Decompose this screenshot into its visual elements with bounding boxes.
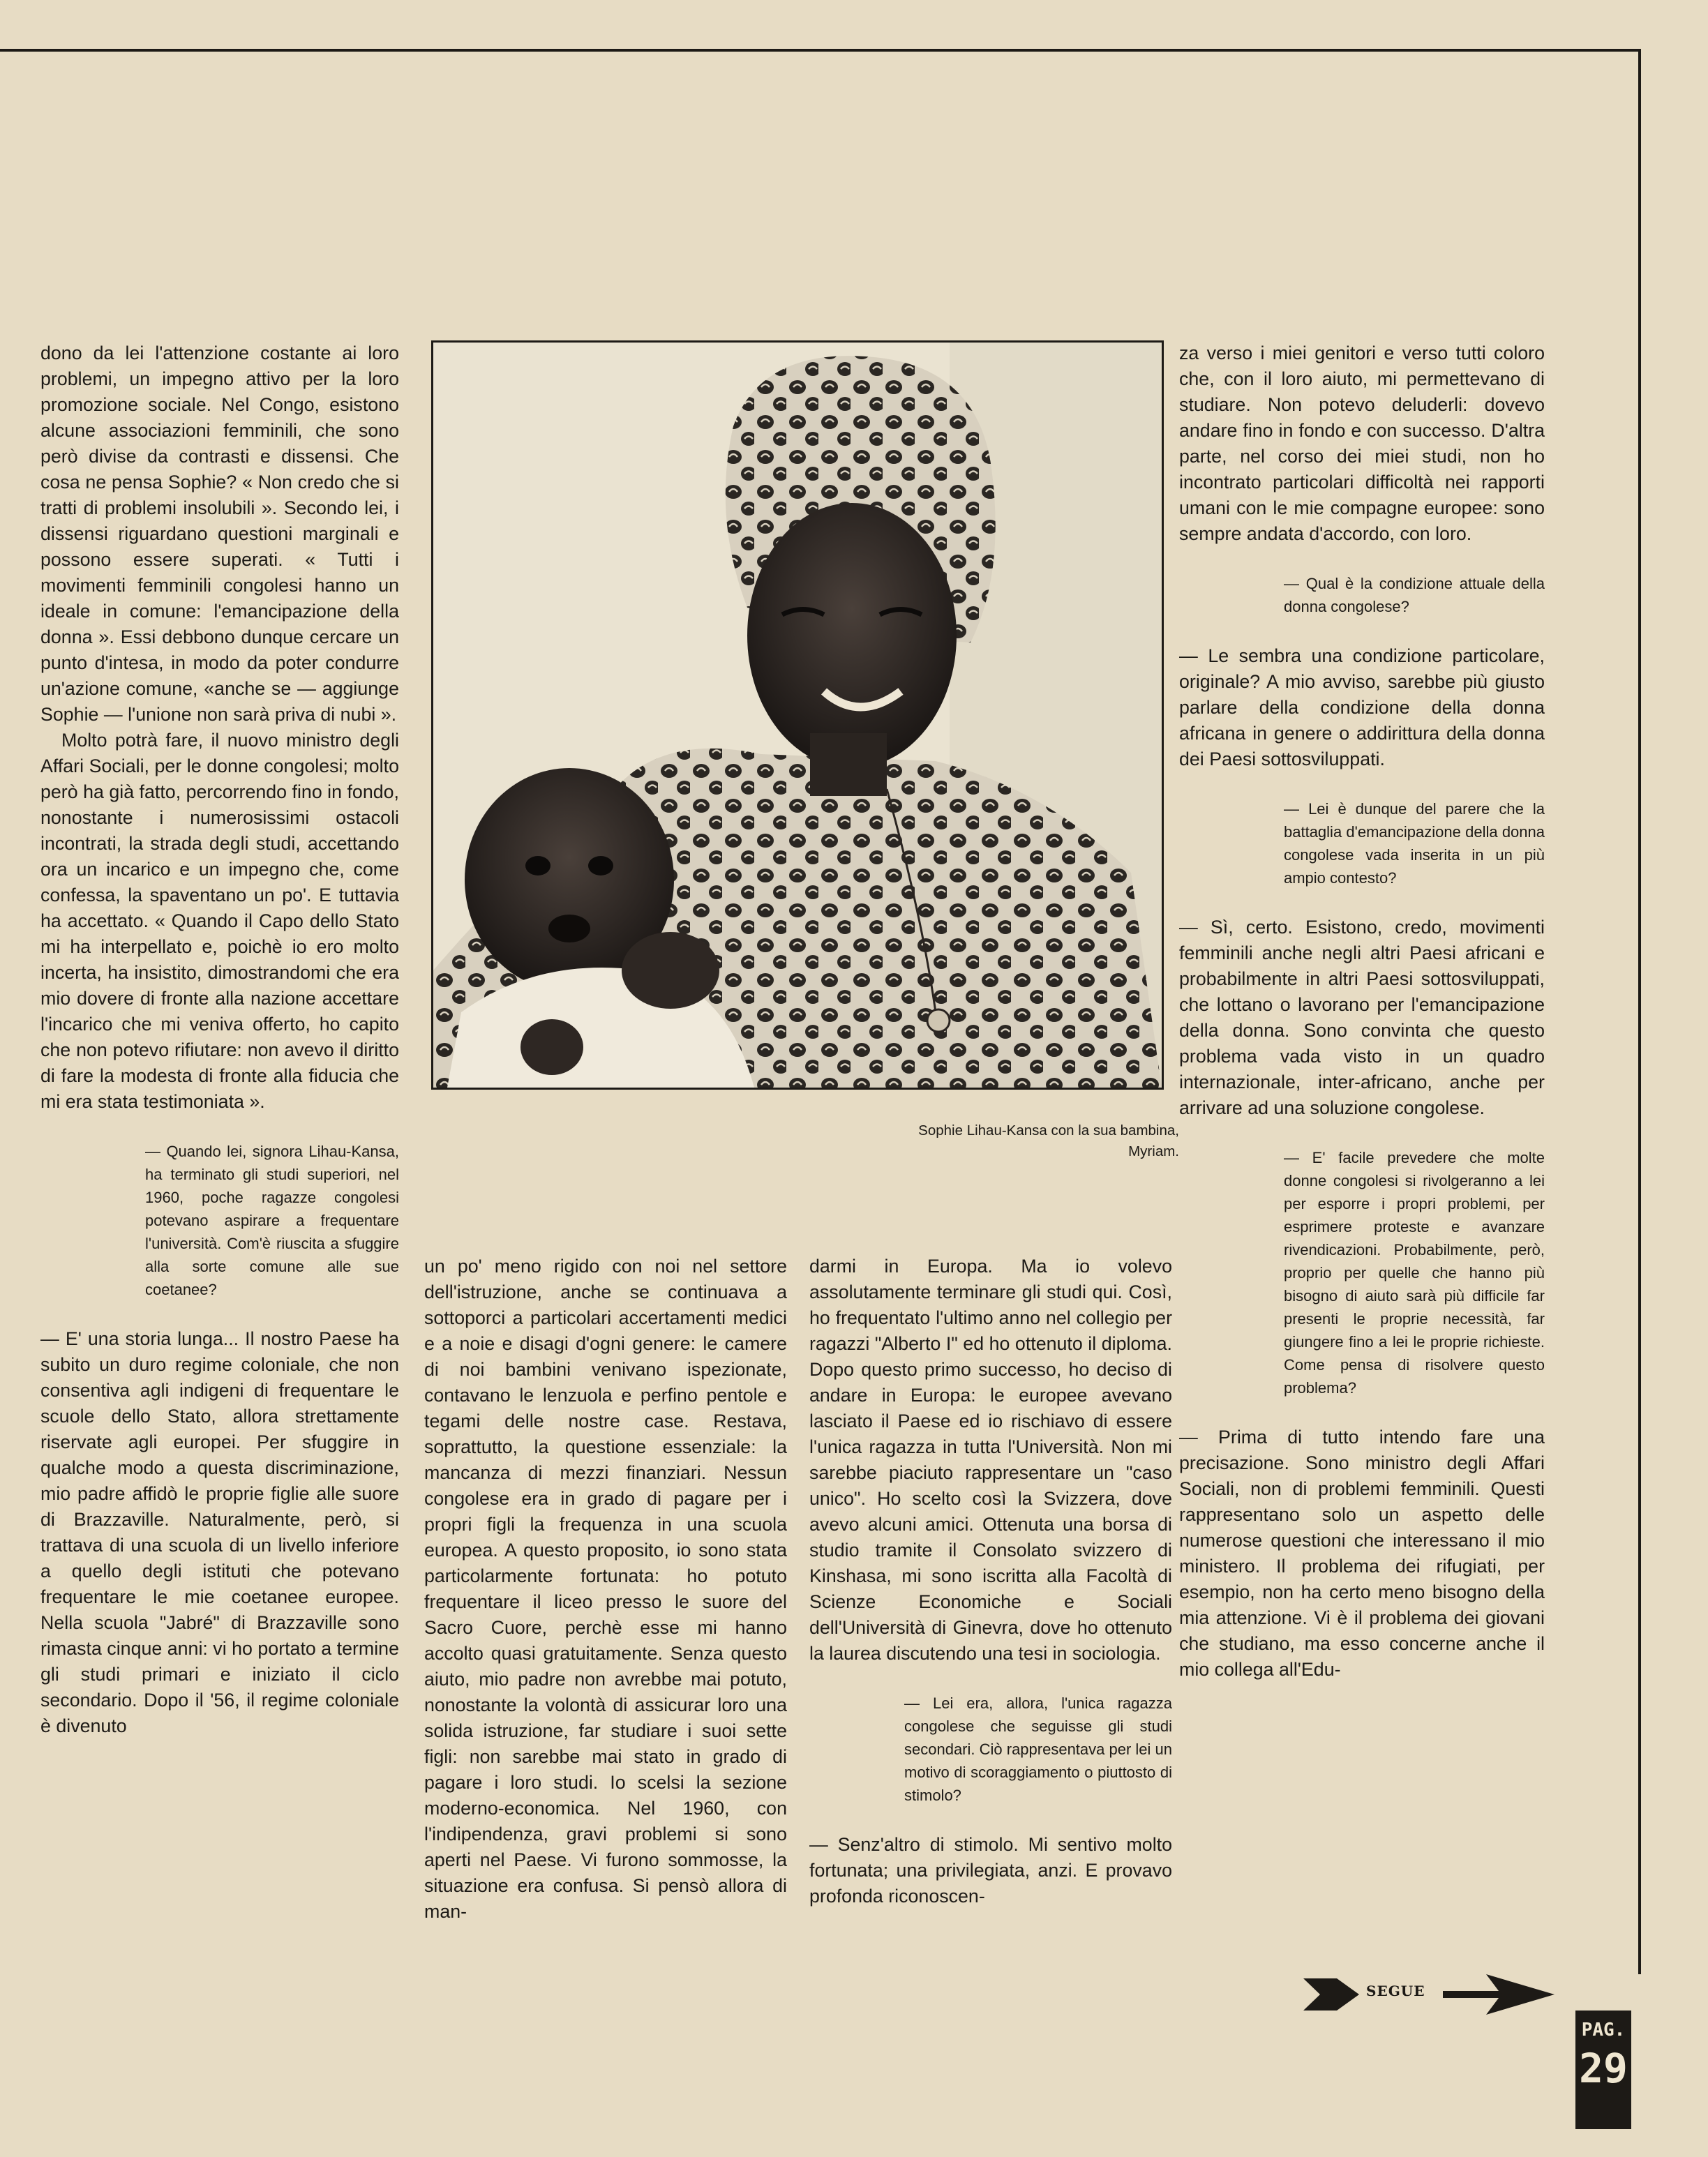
interview-question: — Lei era, allora, l'unica ragazza congolese che seguisse gli studi secondari. Ciò rappresentava per lei un motivo di scoraggiamento o piuttosto di stimolo? bbox=[904, 1694, 1173, 1804]
top-rule bbox=[0, 49, 1641, 52]
article-column-1 bbox=[40, 340, 399, 1739]
continue-arrow-icon bbox=[1303, 1970, 1555, 2019]
page-number-box bbox=[1575, 2011, 1631, 2129]
interview-question: — Quando lei, signora Lihau-Kansa, ha terminato gli studi superiori, nel 1960, poche ragazze congolesi potevano aspirare a frequentare l'università. Com'è riuscita a sfuggire alla sorte comune alle sue coetanee? bbox=[145, 1143, 399, 1298]
article-column-3 bbox=[809, 1254, 1172, 1909]
interview-question: — Lei è dunque del parere che la battaglia d'emancipazione della donna congolese vada inserita in un più ampio contesto? bbox=[1284, 800, 1545, 887]
photo-caption: Sophie Lihau-Kansa con la sua bambina, Myriam. bbox=[918, 1122, 1179, 1159]
right-rule bbox=[1638, 49, 1641, 1974]
paragraph: — Le sembra una condizione particolare, originale? A mio avviso, sarebbe più giusto parlare della condizione della donna africana in genere o addirittura della donna dei Paesi sottosviluppati. bbox=[1179, 645, 1545, 769]
paragraph: za verso i miei genitori e verso tutti coloro che, con il loro aiuto, mi permettevano di studiare. Non potevo deluderli: dovevo andare fino in fondo e con successo. D'altra parte, nel corso dei miei studi, non ho incontrato particolari difficoltà nei rapporti umani con le mie compagne europee: sono sempre andata d'accordo, con loro. bbox=[1179, 343, 1545, 544]
paragraph: — E' una storia lunga... Il nostro Paese ha subito un duro regime coloniale, che non consentiva agli indigeni di frequentare le scuole dello Stato, allora strettamente riservate agli europei. Per sfuggire in qualche modo a questa discriminazione, mio padre affidò le proprie figlie alle suore di Brazzaville. Naturalmente, però, si trattava di una scuola di un livello inferiore a quello degli istituti che potevano frequentare le mie coetanee europee. Nella scuola "Jabré" di Brazzaville sono rimasta cinque anni: vi ho portato a termine gli studi primari e iniziato il ciclo secondario. Dopo il '56, il regime coloniale è divenuto bbox=[40, 1328, 399, 1736]
paragraph: Molto potrà fare, il nuovo ministro degli Affari Sociali, per le donne congolesi; molto però ha già fatto, percorrendo fino in fondo, nonostante i numerosissimi ostacoli incontrati, la strada degli studi, accettando ora un incarico e un impegno che, come confessa, la spaventano un po'. E tuttavia ha accettato. « Quando il Capo dello Stato mi ha interpellato e, poichè io ero molto incerta, ha insistito, dimostrandomi che era mio dovere di fronte alla nazione accettare l'incarico che mi veniva offerto, ho capito che non potevo rifiutare: non avevo il diritto di fare la modesta di fronte alla fiducia che mi era stata testimoniata ». bbox=[40, 730, 399, 1112]
interview-question: — E' facile prevedere che molte donne congolesi si rivolgeranno a lei per esporre i propri problemi, per esprimere proteste e avanzare rivendicazioni. Probabilmente, però, proprio per quelle che hanno più bisogno di aiuto sarà più difficile far presenti le proprie necessità, far giungere fino a lei le proprie richieste. Come pensa di risolvere questo problema? bbox=[1284, 1149, 1545, 1397]
paragraph: — Sì, certo. Esistono, credo, movimenti femminili anche negli altri Paesi africani e probabilmente in altri Paesi sottosviluppati, che lottano o lavorano per l'emancipazione della donna. Sono convinta che questo problema vada visto in un quadro internazionale, inter-africano, anche per arrivare ad una soluzione congolese. bbox=[1179, 917, 1545, 1118]
paragraph: — Prima di tutto intendo fare una precisazione. Sono ministro degli Affari Sociali, non di problemi femminili. Questi rappresentano solo un aspetto delle numerose questioni che interessano il mio ministero. Il problema dei rifugiati, per esempio, non ha certo meno bisogno della mia attenzione. Vi è il problema dei giovani che studiano, ma esso concerne anche il mio collega all'Edu- bbox=[1179, 1427, 1545, 1680]
page-number: 29 bbox=[1579, 2045, 1628, 2092]
portrait-photo bbox=[431, 340, 1164, 1090]
paragraph: — Senz'altro di stimolo. Mi sentivo molto fortunata; una privilegiata, anzi. E provavo profonda riconoscen- bbox=[809, 1834, 1172, 1907]
interview-question: — Qual è la condizione attuale della donna congolese? bbox=[1284, 575, 1545, 615]
page-label: PAG. bbox=[1581, 2020, 1626, 2040]
continue-label: SEGUE bbox=[1366, 1983, 1425, 1999]
paragraph: darmi in Europa. Ma io volevo assolutamente terminare gli studi qui. Così, ho frequentato l'ultimo anno nel collegio per ragazzi "Alberto I" ed ho ottenuto il diploma. Dopo questo primo successo, ho deciso di andare in Europa: le europee avevano lasciato il Paese ed io rischiavo di essere l'unica ragazza in tutta l'Università. Non mi sarebbe piaciuto rappresentare un "caso unico". Ho scelto così la Svizzera, dove avevo alcuni amici. Ottenuta una borsa di studio tramite il Consolato svizzero di Kinshasa, mi sono iscritta alla Facoltà di Scienze Economiche e Sociali dell'Università di Ginevra, dove ho ottenuto la laurea discutendo una tesi in sociologia. bbox=[809, 1256, 1172, 1664]
paragraph: dono da lei l'attenzione costante ai loro problemi, un impegno attivo per la loro promozione sociale. Nel Congo, esistono alcune associazioni femminili, che sono però divise da contrasti e dissensi. Che cosa ne pensa Sophie? « Non credo che si tratti di problemi insolubili ». Secondo lei, i dissensi riguardano questioni marginali e possono essere superati. « Tutti i movimenti femminili congolesi hanno un ideale in comune: l'emancipazione della donna ». Essi debbono dunque cercare un punto d'intesa, in modo da poter condurre un'azione comune, «anche se — aggiunge Sophie — l'unione non sarà priva di nubi ». bbox=[40, 343, 399, 725]
article-column-4 bbox=[1179, 340, 1545, 1683]
article-column-2 bbox=[424, 1254, 787, 1925]
paragraph: un po' meno rigido con noi nel settore dell'istruzione, anche se continuava a sottoporci a particolari accertamenti medici e a noie e disagi d'ogni genere: le camere di noi bambini venivano ispezionate, contavano le lenzuola e perfino pentole e tegami delle nostre case. Restava, soprattutto, la questione essenziale: la mancanza di mezzi finanziari. Nessun congolese era in grado di pagare per i propri figli la frequenza in una scuola europea. A questo proposito, io sono stata particolarmente fortunata: ho potuto frequentare il liceo presso le suore del Sacro Cuore, perchè esse mi hanno accolto quasi gratuitamente. Senza questo aiuto, mio padre non avrebbe mai potuto, nonostante la volontà di assicurar loro una solida istruzione, far studiare i suoi sette figli: non sarebbe mai stato in grado di pagare i loro studi. Io scelsi la sezione moderno-economica. Nel 1960, con l'indipendenza, gravi problemi si sono aperti nel Paese. Vi furono sommosse, la situazione era confusa. Si pensò allora di man- bbox=[424, 1256, 787, 1922]
